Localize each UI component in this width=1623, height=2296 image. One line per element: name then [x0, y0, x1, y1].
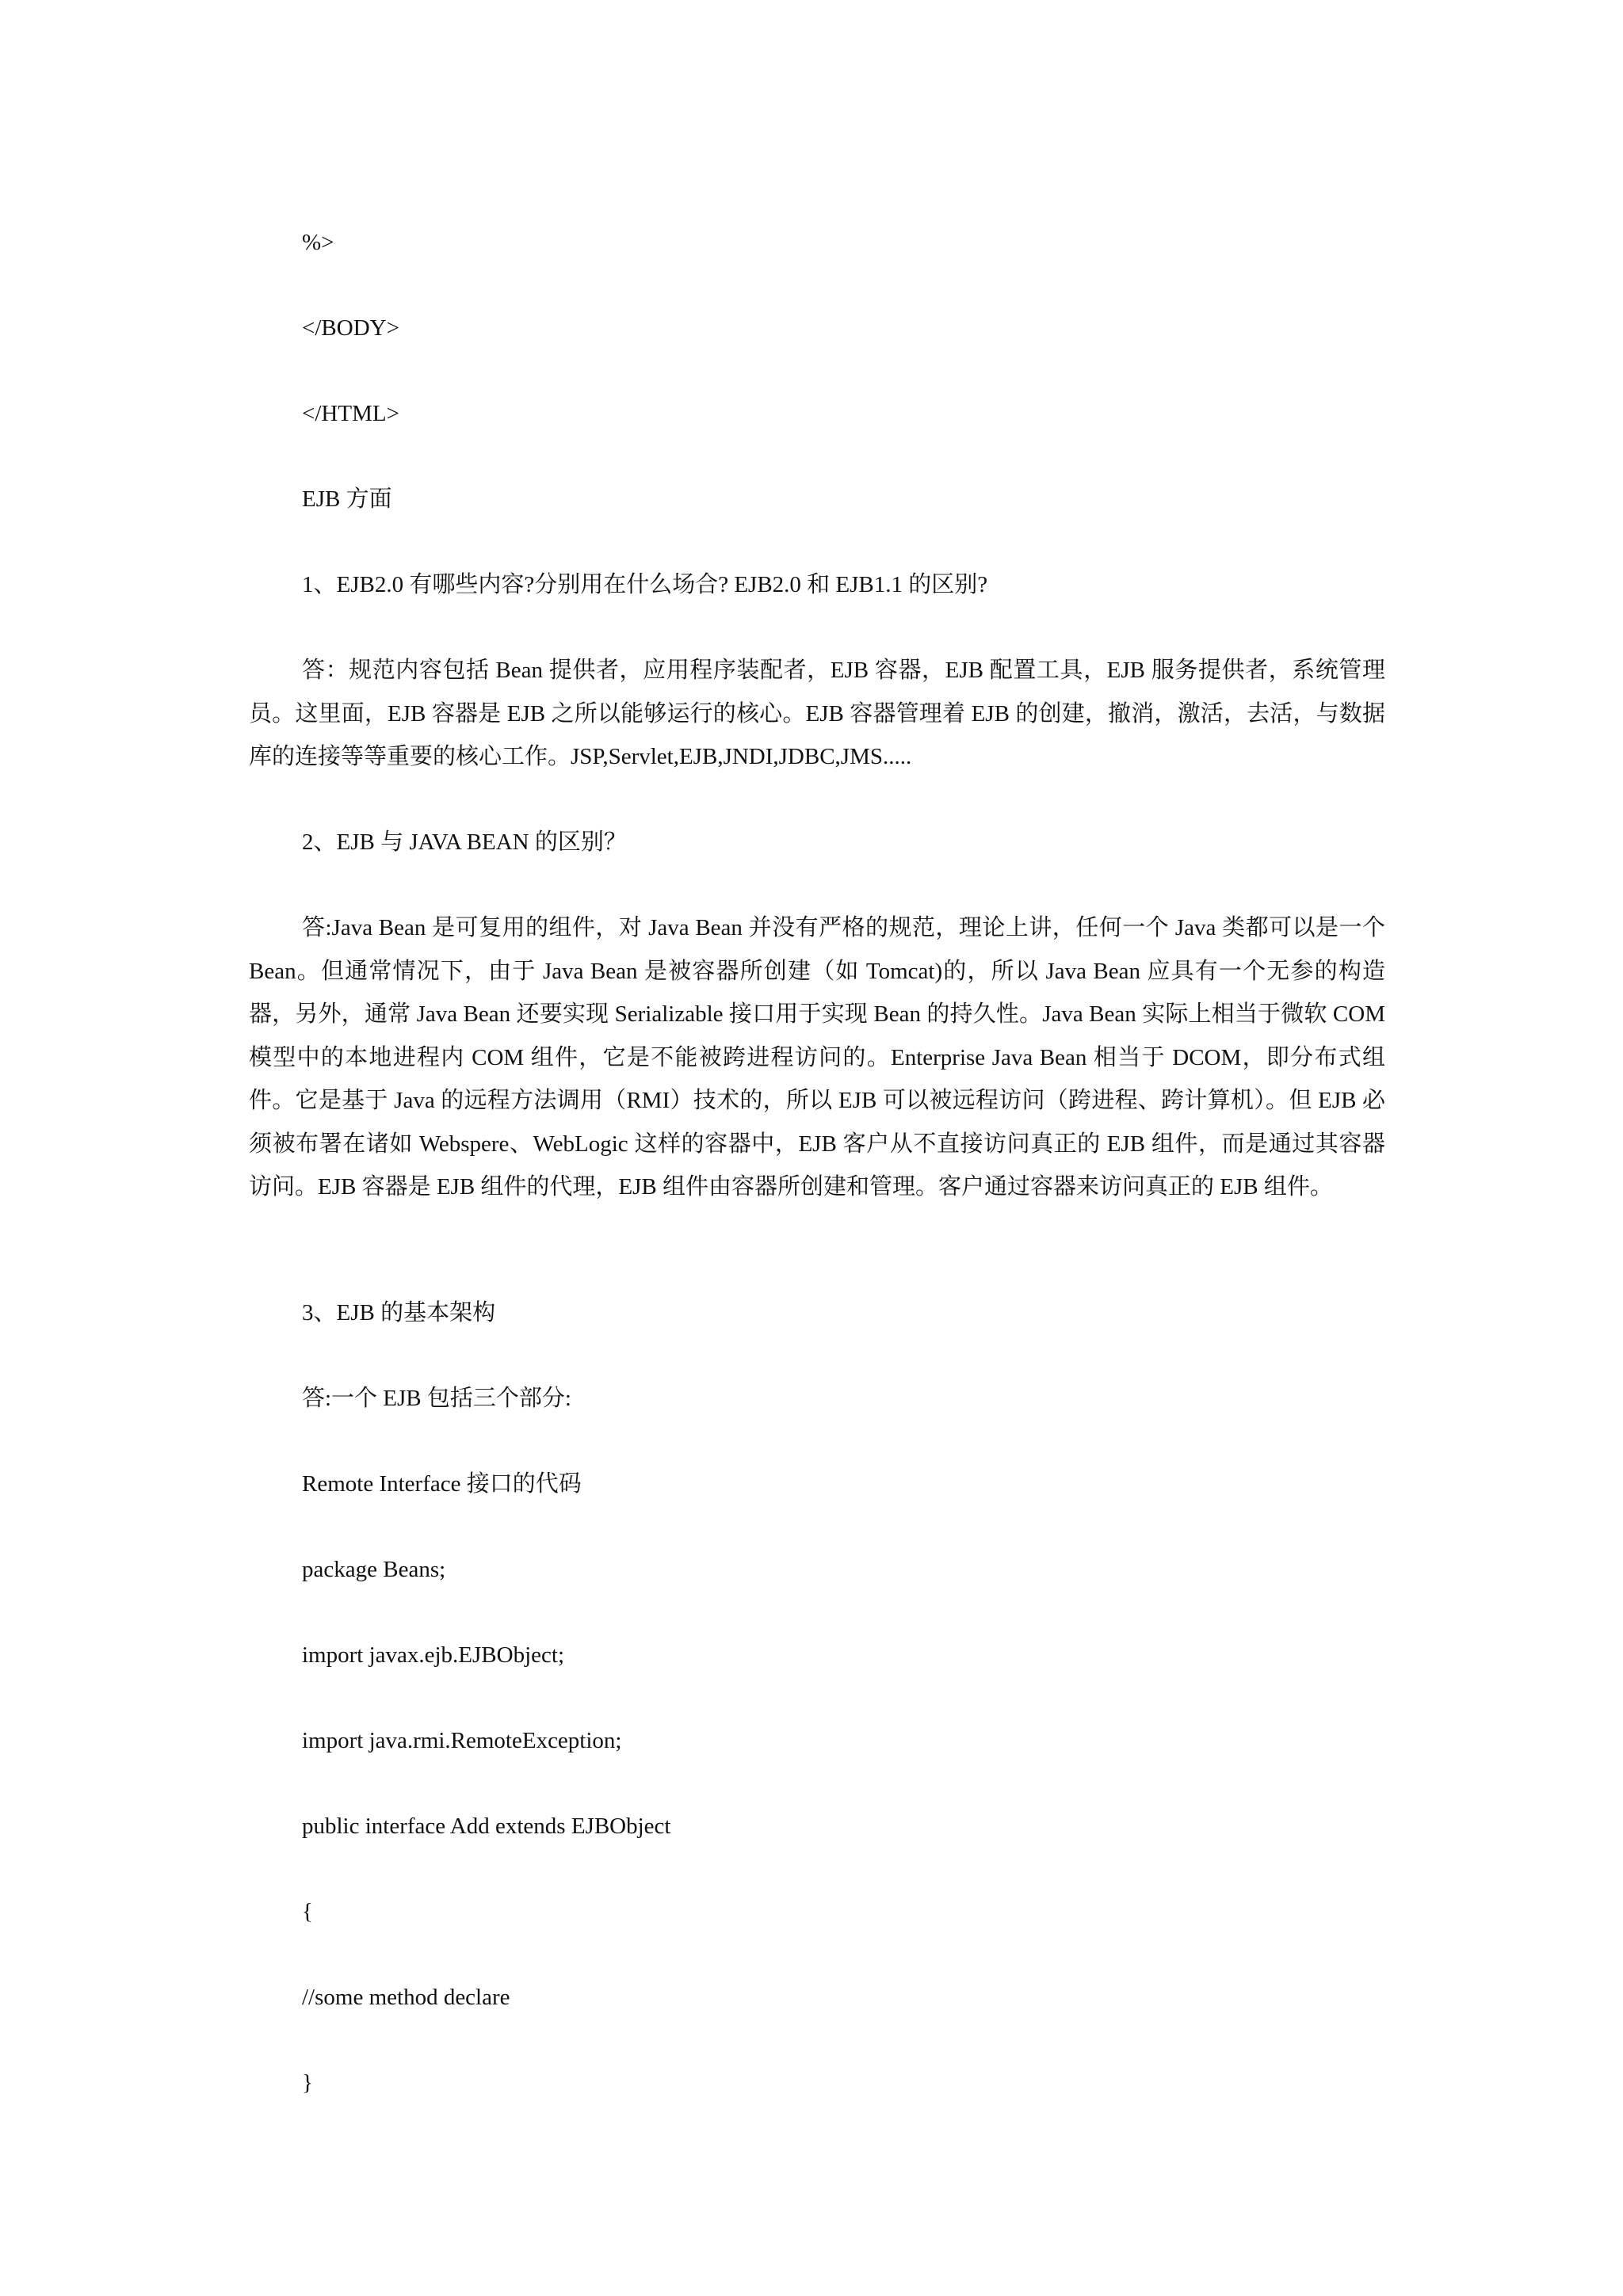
- question-1: 1、EJB2.0 有哪些内容?分别用在什么场合? EJB2.0 和 EJB1.1 的区别?: [302, 572, 988, 597]
- code-line: import java.rmi.RemoteException;: [302, 1728, 622, 1753]
- code-line: package Beans;: [302, 1557, 446, 1582]
- code-line: </HTML>: [302, 401, 399, 426]
- code-line: %>: [302, 230, 334, 255]
- code-line: public interface Add extends EJBObject: [302, 1814, 671, 1839]
- code-line: {: [302, 1899, 313, 1924]
- answer-2-paragraph: 答:Java Bean 是可复用的组件，对 Java Bean 并没有严格的规范，理论上讲，任何一个 Java 类都可以是一个 Bean。但通常情况下，由于 Java Bean 是被容器所创建（如 Tomcat)的，所以 Java Bean 应具有一个无参的构造器，另外，通常 Java Bean 还要实现 Serializable 接口用于实现 Bean 的持久性。Java Bean 实际上相当于微软 COM 模型中的本地进程内 COM 组件，它是不能被跨进程访问的。Enterprise Java Bean 相当于 DCOM，即分布式组件。它是基于 Java 的远程方法调用（RMI）技术的，所以 EJB 可以被远程访问（跨进程、跨计算机）。但 EJB 必须被布署在诸如 Webspere、WebLogic 这样的容器中，EJB 客户从不直接访问真正的 EJB 组件，而是通过其容器访问。EJB 容器是 EJB 组件的代理，EJB 组件由容器所创建和管理。客户通过容器来访问真正的 EJB 组件。: [249, 915, 1385, 1199]
- code-line: import javax.ejb.EJBObject;: [302, 1642, 565, 1668]
- body-line: Remote Interface 接口的代码: [302, 1471, 582, 1497]
- code-line: //some method declare: [302, 1985, 510, 2010]
- code-line: }: [302, 2070, 313, 2096]
- question-2: 2、EJB 与 JAVA BEAN 的区别？: [302, 830, 627, 855]
- section-heading: EJB 方面: [302, 486, 392, 512]
- answer-3-intro: 答:一个 EJB 包括三个部分:: [302, 1386, 571, 1411]
- question-3: 3、EJB 的基本架构: [302, 1300, 496, 1325]
- answer-1-paragraph: 答：规范内容包括 Bean 提供者，应用程序装配者，EJB 容器，EJB 配置工具，EJB 服务提供者，系统管理员。这里面，EJB 容器是 EJB 之所以能够运行的核心。EJB 容器管理着 EJB 的创建，撤消，激活，去活，与数据库的连接等等重要的核心工作。JSP,Servlet,EJB,JNDI,JDBC,JMS.....: [249, 658, 1385, 769]
- code-line: </BODY>: [302, 315, 399, 341]
